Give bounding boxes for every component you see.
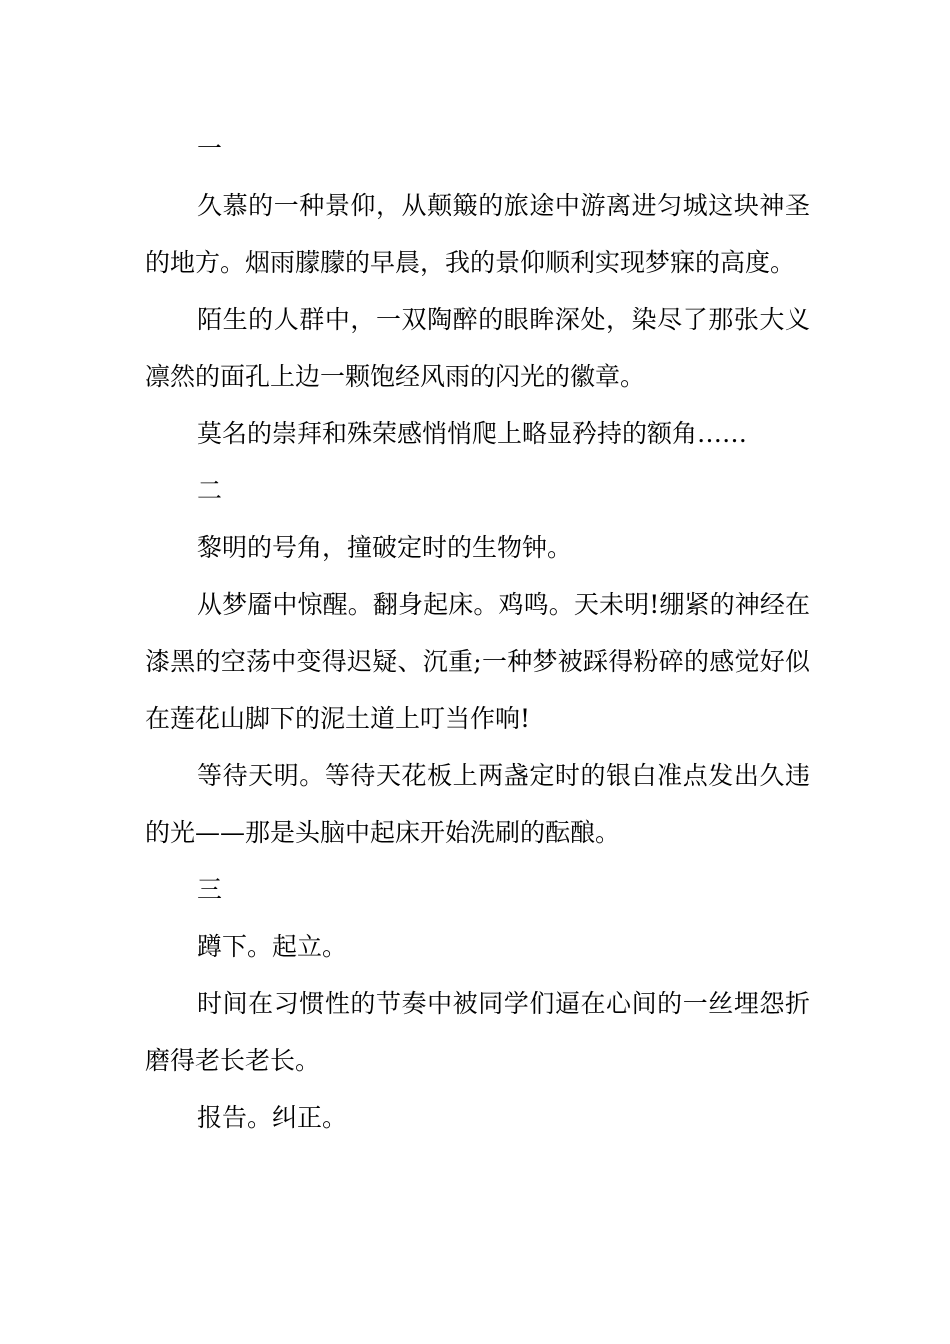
paragraph: 等待天明。等待天花板上两盏定时的银白准点发出久违的光——那是头脑中起床开始洗刷的酝酿。 — [145, 761, 810, 847]
paragraph: 莫名的崇拜和殊荣感悄悄爬上略显矜持的额角…… — [197, 419, 748, 448]
section-heading-three: 三 — [197, 875, 223, 904]
section-heading-one: 一 — [197, 134, 223, 163]
section-heading-two: 二 — [197, 476, 223, 505]
paragraph: 黎明的号角，撞破定时的生物钟。 — [197, 533, 573, 562]
paragraph: 时间在习惯性的节奏中被同学们逼在心间的一丝埋怨折磨得老长老长。 — [145, 989, 810, 1075]
paragraph: 陌生的人群中，一双陶醉的眼眸深处，染尽了那张大义凛然的面孔上边一颗饱经风雨的闪光的徽章。 — [145, 305, 810, 391]
paragraph: 蹲下。起立。 — [197, 932, 348, 961]
paragraph: 从梦靥中惊醒。翻身起床。鸡鸣。天未明!绷紧的神经在漆黑的空荡中变得迟疑、沉重;一种梦被踩得粉碎的感觉好似在莲花山脚下的泥土道上叮当作响! — [145, 590, 810, 733]
paragraph: 久慕的一种景仰，从颠簸的旅途中游离进匀城这块神圣的地方。烟雨朦朦的早晨，我的景仰顺利实现梦寐的高度。 — [145, 191, 810, 277]
document-body — [145, 120, 810, 1146]
paragraph: 报告。纠正。 — [197, 1103, 348, 1132]
